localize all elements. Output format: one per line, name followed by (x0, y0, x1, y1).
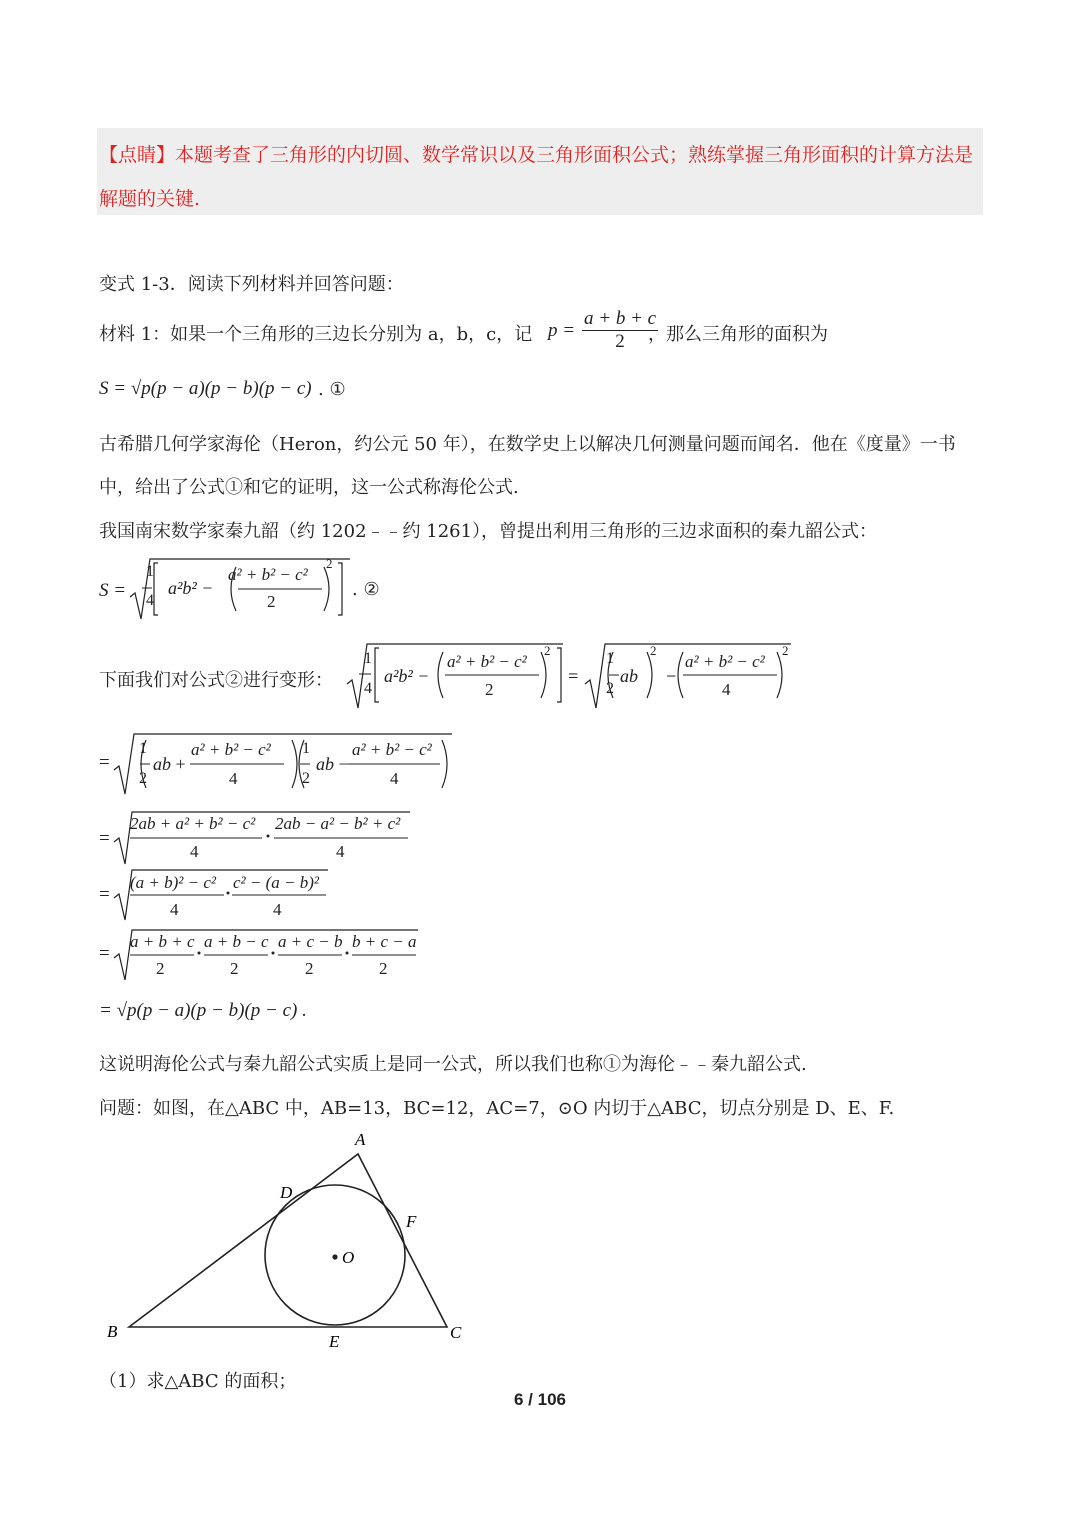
s4-den-4: 2 (379, 959, 388, 978)
formula2-inner-den: 2 (267, 592, 276, 611)
label-c: C (450, 1323, 462, 1342)
t1-ab: ab (620, 666, 638, 686)
label-a: A (355, 1130, 366, 1149)
s1-half-num-b: 1 (302, 740, 310, 757)
s1-half-den-a: 2 (139, 770, 147, 787)
s4-den-1: 2 (156, 959, 165, 978)
triangle-figure (95, 1125, 480, 1355)
formula2-quarter-den: 4 (146, 592, 154, 609)
t1-quarter-den: 4 (364, 680, 372, 697)
s4-num-3: a + c − b (278, 932, 343, 951)
step2-eq: = (99, 828, 110, 849)
step1-eq: = (99, 752, 110, 773)
t1-den4: 4 (722, 680, 731, 699)
s1-ab-b-text: ab (316, 754, 334, 774)
t1-power-2: 2 (650, 643, 657, 658)
sub-question-1: （1）求△ABC 的面积； (99, 1371, 297, 1392)
t1-a2b2: a²b² − (384, 666, 430, 686)
t1-half-den: 2 (606, 680, 614, 697)
s1-ab-b: ab − (316, 754, 349, 774)
hint-line-1: 【点睛】本题考查了三角形的内切圆、数学常识以及三角形面积公式；熟练掌握三角形面积的计算方法是 (99, 144, 974, 166)
triangle-abc (129, 1154, 447, 1327)
formula2-quarter-num: 1 (146, 563, 154, 580)
s4-num-1: a + b + c (130, 932, 195, 951)
formula2-a2b2: a²b² − (168, 578, 214, 598)
center-dot (332, 1254, 337, 1259)
step5: = √p(p − a)(p − b)(p − c) . (99, 1000, 307, 1021)
step4-eq: = (99, 943, 110, 964)
transform-intro: 下面我们对公式②进行变形： (99, 670, 333, 691)
s1-ab-a-text: ab (153, 754, 171, 774)
label-b: B (107, 1322, 118, 1341)
s1-den-a: 4 (229, 769, 238, 788)
s4-den-3: 2 (305, 959, 314, 978)
svg-text:=: = (567, 666, 580, 686)
t1-inner-den: 2 (485, 680, 494, 699)
formula1-tail: . ① (318, 379, 346, 400)
t1-inner-num: a² + b² − c² (447, 652, 527, 671)
label-e: E (329, 1332, 340, 1351)
s2-num-a: 2ab + a² + b² − c² (130, 814, 256, 833)
s4-num-4: b + c − a (352, 932, 417, 951)
label-f: F (406, 1212, 417, 1231)
page-number: 6 / 106 (514, 1390, 566, 1409)
s1-ab-a: ab + (153, 754, 186, 774)
s1-den-b: 4 (390, 769, 399, 788)
s3-num-b: c² − (a − b)² (233, 873, 320, 892)
s2-num-b: 2ab − a² − b² + c² (275, 814, 401, 833)
s3-num-a: (a + b)² − c² (130, 873, 217, 892)
t1-power-3: 2 (782, 643, 789, 658)
formula2-tail: . ② (352, 579, 380, 600)
s3-den-b: 4 (273, 900, 282, 919)
t1-inner-num-2: a² + b² − c² (685, 652, 765, 671)
s4-den-2: 2 (230, 959, 239, 978)
p-lhs: p = (548, 320, 576, 341)
formula2-inner-num: a² + b² − c² (228, 565, 308, 584)
s2-den-b: 4 (336, 842, 345, 861)
material1-suffix: ，那么三角形的面积为 (648, 324, 828, 345)
svg-text:−: − (665, 666, 678, 686)
p-numerator: a + b + c (584, 308, 657, 329)
hint-line-2: 解题的关键. (99, 188, 201, 210)
s3-den-a: 4 (170, 900, 179, 919)
heron-line-2: 中，给出了公式①和它的证明，这一公式称海伦公式. (99, 477, 519, 498)
question: 问题：如图，在△ABC 中，AB=13，BC=12，AC=7，⊙O 内切于△ABC，切点分别是 D、E、F. (99, 1098, 895, 1119)
s1-half-num-a: 1 (139, 740, 147, 757)
s1-half-den-b: 2 (302, 770, 310, 787)
s2-den-a: 4 (190, 842, 199, 861)
p-denominator: 2 (615, 330, 625, 352)
material1-prefix: 材料 1：如果一个三角形的三边长分别为 a，b，c，记 (99, 324, 533, 345)
formula2-lhs: S = (99, 580, 127, 601)
conclusion: 这说明海伦公式与秦九韶公式实质上是同一公式，所以我们也称①为海伦﹣﹣秦九韶公式. (99, 1054, 807, 1075)
t1-power: 2 (544, 643, 551, 658)
variant-title: 变式 1-3．阅读下列材料并回答问题： (99, 274, 404, 295)
s1-num-a: a² + b² − c² (191, 740, 271, 759)
formula2-power: 2 (326, 556, 333, 571)
step3-eq: = (99, 884, 110, 905)
label-d: D (280, 1183, 293, 1202)
s4-num-2: a + b − c (204, 932, 269, 951)
heron-line-1: 古希腊几何学家海伦（Heron，约公元 50 年），在数学史上以解决几何测量问题而闻名．他在《度量》一书 (99, 434, 956, 455)
formula1: S = √p(p − a)(p − b)(p − c) (99, 378, 312, 399)
qin-line-1: 我国南宋数学家秦九韶（约 1202﹣﹣约 1261），曾提出利用三角形的三边求面积的秦九韶公式： (99, 521, 878, 542)
s1-num-b: a² + b² − c² (352, 740, 432, 759)
t1-quarter-num: 1 (364, 650, 372, 667)
t1-half-num: 1 (606, 650, 614, 667)
label-o: O (342, 1248, 355, 1267)
